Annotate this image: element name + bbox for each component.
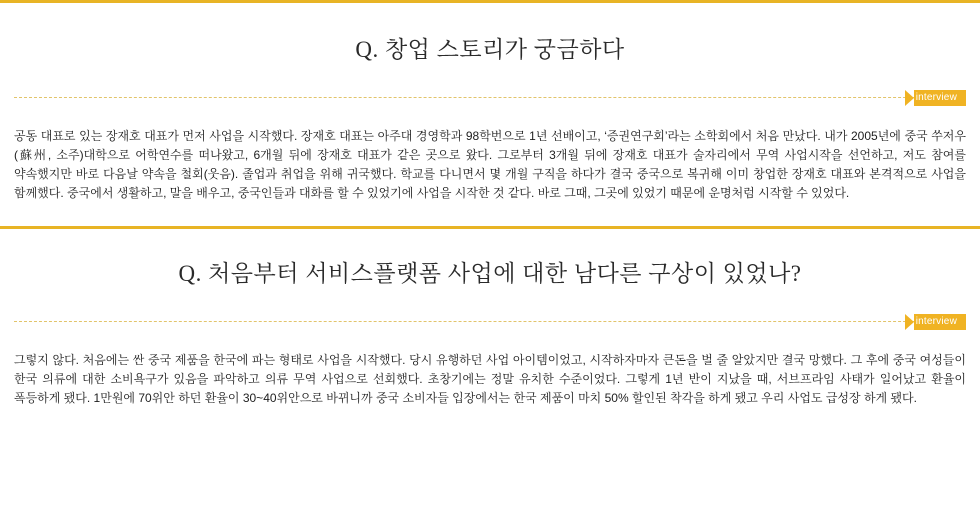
- dashed-divider-2: [14, 321, 966, 322]
- interview-badge-1: [905, 90, 966, 106]
- interview-tag-row-1: [14, 90, 966, 106]
- interview-badge-label-1: interview: [914, 90, 966, 106]
- answer-text-2: 그렇지 않다. 처음에는 싼 중국 제품을 한국에 파는 형태로 사업을 시작했다. 당시 유행하던 사업 아이템이었고, 시작하자마자 큰돈을 벌 줄 알았지만 결국 망했다. 그 후에 중국 여성들이 한국 의류에 대한 소비욕구가 있음을 파악하고 의류 무역 사업으로 선회했다. 초창기에는 정말 유치한 수준이었다. 그렇게 1년 반이 지났을 때, 서브프라임 사태가 일어났고 환율이 폭등하게 됐다. 1만원에 70위안 하던 환율이 30~40위안으로 바뀌니까 중국 소비자들 입장에서는 한국 제품이 마치 50% 할인된 착각을 하게 됐고 우리 사업도 급성장 하게 됐다.: [14, 353, 966, 405]
- interview-badge-label-2: interview: [914, 314, 966, 330]
- qa-block-1: [0, 3, 980, 203]
- question-heading-2: Q. 처음부터 서비스플랫폼 사업에 대한 남다른 구상이 있었나?: [178, 261, 802, 286]
- triangle-arrow-icon: [905, 314, 914, 330]
- triangle-arrow-icon: [905, 90, 914, 106]
- qa-block-2: [0, 229, 980, 408]
- interview-tag-row-2: [14, 314, 966, 330]
- question-heading-1: Q. 창업 스토리가 궁금하다: [355, 37, 625, 62]
- answer-text-1: 공동 대표로 있는 장재호 대표가 먼저 사업을 시작했다. 장재호 대표는 아주대 경영학과 98학번으로 1년 선배이고, ‘증권연구회’라는 소학회에서 처음 만났다. 내가 2005년에 중국 쑤저우(蘇州, 소주)대학으로 어학연수를 떠나왔고, 6개월 뒤에 장재호 대표가 같은 곳으로 왔다. 그로부터 3개월 뒤에 장재호 대표가 술자리에서 무역 사업시작을 선언하고, 저도 참여를 약속했지만 바로 다음날 약속을 철회(웃음). 졸업과 취업을 위해 귀국했다. 학교를 다니면서 몇 개월 구직을 하다가 결국 중국으로 복귀해 이미 창업한 장재호 대표와 본격적으로 사업을 함께했다. 중국에서 생활하고, 말을 배우고, 중국인들과 대화를 할 수 있었기에 사업을 시작한 것 같다. 바로 그때, 그곳에 있었기 때문에 운명처럼 시작할 수 있었다.: [14, 129, 966, 200]
- dashed-divider-1: [14, 97, 966, 98]
- interview-badge-2: [905, 314, 966, 330]
